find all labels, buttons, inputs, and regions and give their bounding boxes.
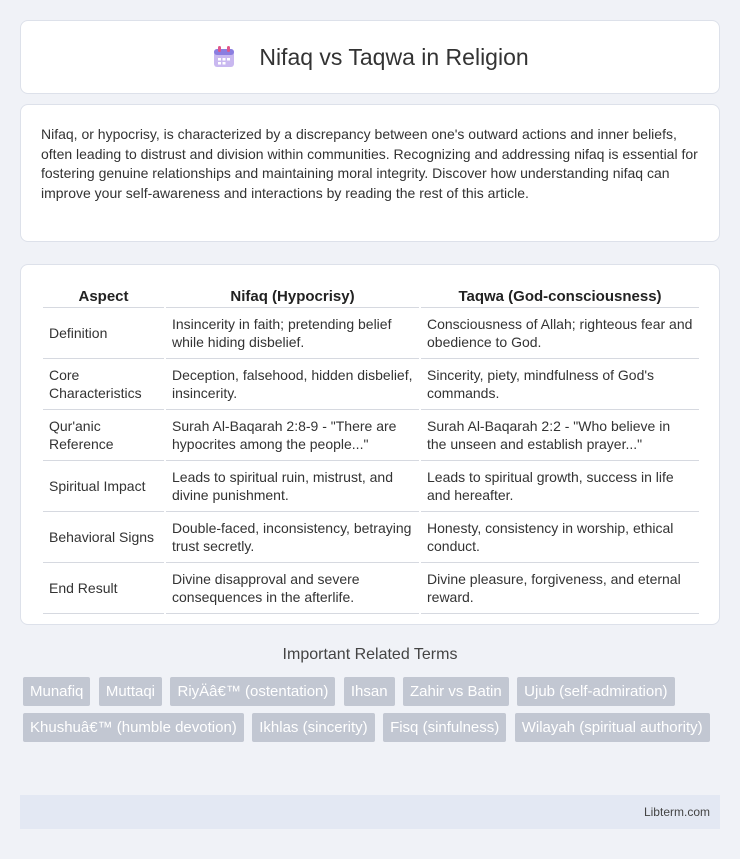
tag-wilayah[interactable]: Wilayah (spiritual authority) bbox=[515, 713, 710, 742]
table-header-row bbox=[43, 285, 699, 308]
tag-muttaqi[interactable]: Muttaqi bbox=[99, 677, 162, 706]
cell-taqwa: Divine pleasure, forgiveness, and eternal reward. bbox=[420, 563, 699, 614]
intro-text: Nifaq, or hypocrisy, is characterized by a discrepancy between one's outward actions and inner beliefs, often leading to distrust and division within communities. Recognizing and addressing nifaq is essential for fostering genuine relationships and maintaining moral integrity. Discover how understanding nifaq can improve your self-awareness and interactions by reading the rest of this article. bbox=[41, 126, 698, 201]
title-card bbox=[20, 20, 720, 94]
tag-zahir-vs-batin[interactable]: Zahir vs Batin bbox=[403, 677, 509, 706]
cell-taqwa: Honesty, consistency in worship, ethical conduct. bbox=[420, 512, 699, 563]
tag-ikhlas[interactable]: Ikhlas (sincerity) bbox=[252, 713, 374, 742]
cell-nifaq: Surah Al-Baqarah 2:8-9 - "There are hypocrites among the people..." bbox=[165, 410, 420, 461]
tag-fisq[interactable]: Fisq (sinfulness) bbox=[383, 713, 506, 742]
header-taqwa: Taqwa (God-consciousness) bbox=[420, 285, 699, 308]
cell-nifaq: Divine disapproval and severe consequences in the afterlife. bbox=[165, 563, 420, 614]
footer-site-link[interactable]: Libterm.com bbox=[643, 805, 710, 819]
cell-aspect: End Result bbox=[43, 563, 165, 614]
cell-nifaq: Leads to spiritual ruin, mistrust, and divine punishment. bbox=[165, 461, 420, 512]
cell-taqwa: Surah Al-Baqarah 2:2 - "Who believe in the unseen and establish prayer..." bbox=[420, 410, 699, 461]
related-terms-list bbox=[23, 677, 723, 749]
cell-nifaq: Deception, falsehood, hidden disbelief, insincerity. bbox=[165, 359, 420, 410]
table-row bbox=[43, 461, 699, 512]
table-row bbox=[43, 359, 699, 410]
tag-ujub[interactable]: Ujub (self-admiration) bbox=[517, 677, 674, 706]
table-row bbox=[43, 410, 699, 461]
tag-khushu[interactable]: Khushuâ€™ (humble devotion) bbox=[23, 713, 244, 742]
table-row bbox=[43, 308, 699, 359]
comparison-table bbox=[43, 285, 699, 614]
cell-taqwa: Consciousness of Allah; righteous fear and obedience to God. bbox=[420, 308, 699, 359]
cell-aspect: Spiritual Impact bbox=[43, 461, 165, 512]
calendar-icon bbox=[211, 44, 237, 70]
cell-nifaq: Insincerity in faith; pretending belief while hiding disbelief. bbox=[165, 308, 420, 359]
header-nifaq: Nifaq (Hypocrisy) bbox=[165, 285, 420, 308]
table-row bbox=[43, 512, 699, 563]
tag-munafiq[interactable]: Munafiq bbox=[23, 677, 90, 706]
related-terms-title: Important Related Terms bbox=[282, 646, 458, 663]
comparison-table-card bbox=[20, 264, 720, 625]
cell-aspect: Definition bbox=[43, 308, 165, 359]
cell-taqwa: Sincerity, piety, mindfulness of God's commands. bbox=[420, 359, 699, 410]
cell-aspect: Core Characteristics bbox=[43, 359, 165, 410]
table-row bbox=[43, 563, 699, 614]
cell-aspect: Qur'anic Reference bbox=[43, 410, 165, 461]
intro-card bbox=[20, 104, 720, 242]
cell-nifaq: Double-faced, inconsistency, betraying trust secretly. bbox=[165, 512, 420, 563]
tag-ihsan[interactable]: Ihsan bbox=[344, 677, 395, 706]
tag-riya[interactable]: RiyÄâ€™ (ostentation) bbox=[170, 677, 335, 706]
cell-aspect: Behavioral Signs bbox=[43, 512, 165, 563]
page-title: Nifaq vs Taqwa in Religion bbox=[259, 43, 529, 70]
cell-taqwa: Leads to spiritual growth, success in life and hereafter. bbox=[420, 461, 699, 512]
footer bbox=[20, 795, 720, 829]
header-aspect: Aspect bbox=[43, 285, 165, 308]
